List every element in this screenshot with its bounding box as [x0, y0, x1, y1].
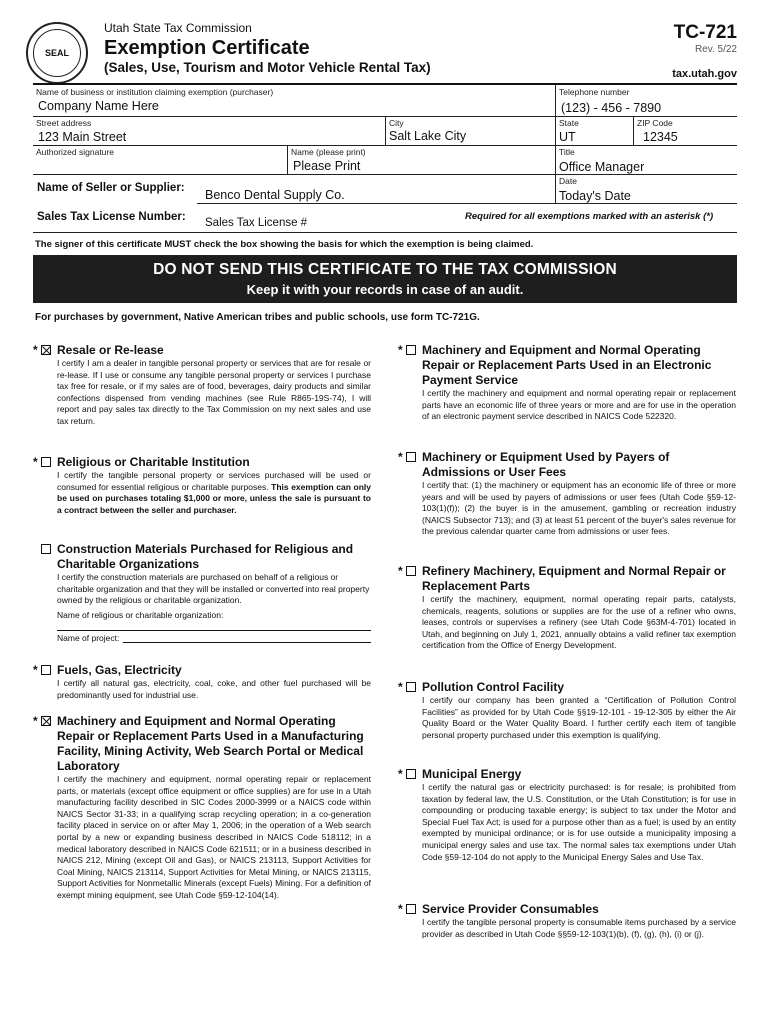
- form-title: Exemption Certificate: [104, 37, 310, 59]
- required-asterisk: *: [33, 663, 38, 677]
- required-asterisk: *: [33, 455, 38, 469]
- exemption-title: Machinery and Equipment and Normal Operating Repair or Replacement Parts Used in a Manufacturing Facility, Mining Activity, Web Search Portal or Medical Laboratory: [57, 714, 364, 773]
- exemption-admissions: [398, 450, 736, 538]
- exemption-pollution: [398, 680, 736, 741]
- date-label: Date: [559, 176, 577, 186]
- signature-field[interactable]: [36, 158, 281, 172]
- column-divider: [287, 145, 288, 174]
- asterisk-note: Required for all exemptions marked with an asterisk (*): [465, 211, 714, 222]
- required-asterisk: *: [398, 564, 403, 578]
- government-note: For purchases by government, Native American tribes and public schools, use form TC-721G.: [35, 312, 480, 323]
- exemption-fuels: [33, 663, 371, 701]
- exemption-title: Resale or Re-lease: [57, 343, 164, 357]
- exemption-text: I certify I am a dealer in tangible personal property or services that are for resale or re-lease. If I use or consume any tangible personal property or services I purchase tax free for resale, or if my sales are of food, beverages, dairy products and similar confections dispensed from vending machines (see Rule R865-19S-74), I will report and pay sales tax directly to the Tax Commission on my next sales and use tax return.: [57, 358, 371, 426]
- exemption-text: I certify our company has been granted a “Certification of Pollution Control Facilities” as provided for by Utah Code §§19-12-101 - 19-12-305 by either the Air Quality Board or the Water Quality Board. I further certify each item of tangible personal property purchased under this exemption is qualifying.: [422, 695, 736, 740]
- zip-field[interactable]: 12345: [643, 130, 678, 144]
- state-label: State: [559, 118, 579, 128]
- required-asterisk: *: [33, 343, 38, 357]
- state-field[interactable]: UT: [559, 130, 576, 144]
- street-field[interactable]: 123 Main Street: [38, 130, 127, 144]
- seller-label: Name of Seller or Supplier:: [37, 182, 185, 194]
- required-asterisk: *: [398, 450, 403, 464]
- exemption-text: I certify the machinery, equipment, normal operating repair parts, catalysts, chemicals, reagents, solutions or supplies are for the use of a refiner who owns, leases, controls or supervises a refinery (see Utah Code §63M-4-701) located in Utah, and beginning on July 1, 2021, annually obtains a valid refiner tax exemption certification from the Office of Energy Development.: [422, 594, 736, 651]
- exemption-resale: [33, 343, 371, 428]
- exemption-text: I certify the natural gas or electricity purchased: is for resale; is prohibited from taxation by federal law, the U.S. Constitution, or the Utah Constitution; is for use in compounding or producing taxable energy; is subject to tax under the Motor and Special Fuel Tax Act; is used for a purpose other than as a fuel; is used by an entity exempted by municipal ordinance; or is for use outside a municipality imposing a municipal energy sales and use tax. The normal sales tax exemptions under Utah Code §59-12-104 do not apply to the Municipal Energy Sales and Use Tax.: [422, 782, 736, 862]
- row-divider: [33, 145, 737, 146]
- exemption-text: I certify that: (1) the machinery or equipment has an economic life of three or more years and will be used by payers of admissions or user fees (Utah Code §59-12-103(1)(f)); (2) the buyer is in the amusement, gambling or recreation industry (NAICS Subsector 713); and (3) at least 51 percent of the buyer's sales revenue for the previous calendar quarter came from admissions or user fees.: [422, 480, 736, 537]
- phone-field[interactable]: (123) - 456 - 7890: [561, 101, 662, 115]
- municipal-energy-checkbox[interactable]: [406, 769, 416, 779]
- column-divider: [385, 116, 386, 145]
- license-field[interactable]: Sales Tax License #: [205, 217, 308, 229]
- exemption-text-block: [57, 470, 371, 516]
- website-link[interactable]: tax.utah.gov: [672, 68, 737, 80]
- title-field[interactable]: Office Manager: [559, 160, 645, 174]
- purchaser-name-field[interactable]: Company Name Here: [38, 99, 159, 113]
- exemption-text: I certify the tangible personal property is consumable items purchased by a service provider as described in Utah Code §§59-12-103(1)(b), (f), (g), (h), (i) or (j).: [422, 917, 736, 939]
- exemption-construction: [33, 542, 371, 645]
- exemption-title: Service Provider Consumables: [422, 902, 599, 916]
- date-field[interactable]: Today's Date: [559, 189, 631, 203]
- exemption-municipal-energy: [398, 767, 736, 863]
- exemption-title: Fuels, Gas, Electricity: [57, 663, 182, 677]
- header-rule: [33, 83, 737, 85]
- fuels-checkbox[interactable]: [41, 665, 51, 675]
- banner-subheading: Keep it with your records in case of an audit.: [246, 282, 524, 297]
- required-asterisk: *: [398, 680, 403, 694]
- seal-center: [33, 29, 81, 77]
- exemption-text: I certify the machinery and equipment and normal operating repair or replacement parts have an economic life of three years or more and are for use in the operation of an electronic payment service described in NAICS Code 522320.: [422, 388, 736, 422]
- row-divider: [555, 203, 737, 204]
- street-label: Street address: [36, 118, 92, 128]
- warning-banner: [33, 255, 737, 303]
- license-label: Sales Tax License Number:: [37, 211, 186, 223]
- agency-name: Utah State Tax Commission: [104, 21, 252, 35]
- exemption-manufacturing: [33, 714, 371, 902]
- exemption-text: I certify the machinery and equipment, normal operating repair or replacement parts, or materials (except office equipment or office supplies) are for use in a Utah manufacturing facility described in SIC Codes 2000-3999 or a NAICS code within NAICS Sector 31-33; in a qualifying scrap recycling operation; in a co-generation facility placed in service on or after May 1, 2006; in the operation of a Web search portal by a new or expanding business described in NAICS Code 518112; in a medical laboratory described in NAICS Code 621511; or in a business described in NAICS 212, Mining (except Oil and Gas), or NAICS 213113, Support Activities for Coal Mining, NAICS 213114, Support Activities for Metal Mining, or NAICS 213115, Support Activities for Nonmetallic Minerals (except Fuels) Mining. For a definition of exempt mining equipment, see Utah Code §59-12-104(14).: [57, 774, 371, 900]
- project-name-field[interactable]: [123, 642, 371, 643]
- title-label: Title: [559, 147, 575, 157]
- column-divider: [555, 85, 556, 203]
- state-seal-logo: [26, 22, 88, 84]
- row-divider: [33, 174, 737, 175]
- city-field[interactable]: Salt Lake City: [389, 129, 467, 143]
- seal-text: SEAL: [44, 48, 69, 58]
- exemption-refinery: [398, 564, 736, 652]
- exemption-title: Refinery Machinery, Equipment and Normal Repair or Replacement Parts: [422, 564, 726, 593]
- exemption-religious: [33, 455, 371, 516]
- phone-label: Telephone number: [559, 87, 630, 97]
- signature-label: Authorized signature: [36, 147, 114, 157]
- print-name-field[interactable]: Please Print: [293, 159, 361, 173]
- exemption-electronic-payment: [398, 343, 736, 423]
- city-label: City: [389, 118, 404, 128]
- refinery-checkbox[interactable]: [406, 566, 416, 576]
- exemption-title: Machinery or Equipment Used by Payers of Admissions or User Fees: [422, 450, 670, 479]
- manufacturing-checkbox[interactable]: [41, 716, 51, 726]
- organization-label: Name of religious or charitable organization:: [57, 609, 224, 620]
- admissions-checkbox[interactable]: [406, 452, 416, 462]
- religious-checkbox[interactable]: [41, 457, 51, 467]
- required-asterisk: *: [398, 767, 403, 781]
- pollution-checkbox[interactable]: [406, 682, 416, 692]
- construction-checkbox[interactable]: [41, 544, 51, 554]
- print-name-label: Name (please print): [291, 147, 366, 157]
- exemption-title: Construction Materials Purchased for Religious and Charitable Organizations: [57, 542, 354, 571]
- exemption-title: Machinery and Equipment and Normal Operating Repair or Replacement Parts Used in an Electronic Payment Service: [422, 343, 712, 387]
- required-asterisk: *: [398, 902, 403, 916]
- electronic-payment-checkbox[interactable]: [406, 345, 416, 355]
- organization-name-field[interactable]: [57, 630, 371, 631]
- exemption-title: Pollution Control Facility: [422, 680, 564, 694]
- exemption-title: Municipal Energy: [422, 767, 522, 781]
- service-provider-checkbox[interactable]: [406, 904, 416, 914]
- banner-heading: DO NOT SEND THIS CERTIFICATE TO THE TAX COMMISSION: [153, 261, 617, 278]
- exemption-text: I certify the construction materials are purchased on behalf of a religious or charitable organization and that they will be installed or converted into real property owned by the religious or charitable organization.: [57, 572, 370, 606]
- exemption-text: I certify all natural gas, electricity, coal, coke, and other fuel purchased will be predominantly used for industrial use.: [57, 678, 371, 700]
- signer-instruction: The signer of this certificate MUST check the box showing the basis for which the exemption is being claimed.: [35, 239, 534, 250]
- zip-label: ZIP Code: [637, 118, 673, 128]
- resale-checkbox[interactable]: [41, 345, 51, 355]
- exemption-title: Religious or Charitable Institution: [57, 455, 250, 469]
- exemption-service-provider: [398, 902, 736, 940]
- row-divider: [33, 232, 737, 233]
- form-number: TC-721: [673, 22, 737, 43]
- exemption-warning: This exemption can only be used on purchases totaling $1,000 or more, unless the sale is pursuant to a contract between the seller and purchaser.: [57, 481, 371, 515]
- project-label: Name of project:: [57, 633, 120, 644]
- exemption-text: I certify the tangible personal property or services purchased will be used or consumed for essential religious or charitable purposes.: [57, 470, 371, 492]
- purchaser-label: Name of business or institution claiming exemption (purchaser): [36, 87, 274, 97]
- revision-date: Rev. 5/22: [694, 44, 737, 55]
- field-underline: [197, 203, 555, 204]
- column-divider: [633, 116, 634, 145]
- seller-field[interactable]: Benco Dental Supply Co.: [205, 188, 345, 202]
- required-asterisk: *: [398, 343, 403, 357]
- form-subtitle: (Sales, Use, Tourism and Motor Vehicle Rental Tax): [104, 60, 431, 75]
- required-asterisk: *: [33, 714, 38, 728]
